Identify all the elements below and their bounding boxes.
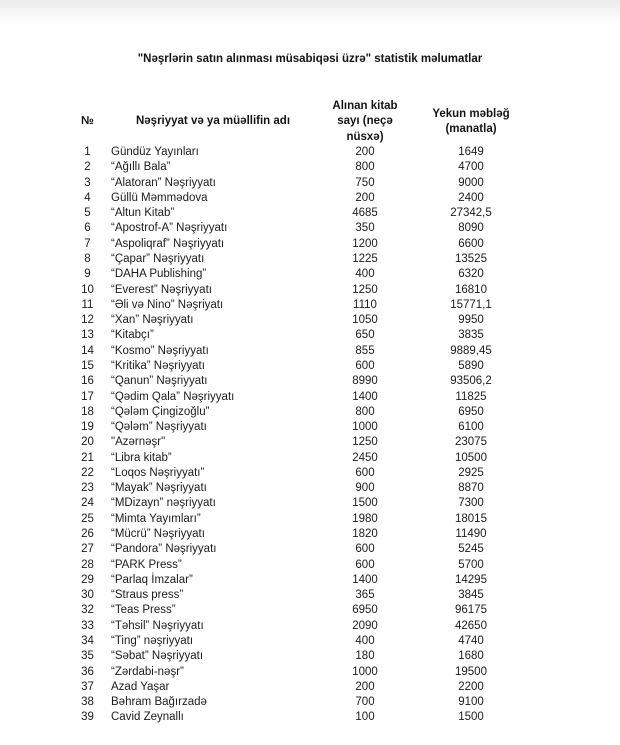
- row-book-count: 600: [355, 359, 375, 372]
- row-book-count: 700: [355, 696, 375, 709]
- row-publisher-name: Bəhram Bağırzadə: [111, 696, 207, 709]
- table-row: [0, 420, 550, 435]
- row-publisher-name: “Teas Press”: [111, 604, 176, 617]
- row-book-count: 1980: [352, 512, 378, 525]
- row-number: 38: [81, 696, 94, 709]
- row-total-amount: 8090: [458, 222, 484, 235]
- row-total-amount: 3845: [458, 589, 484, 602]
- row-total-amount: 23075: [455, 436, 487, 449]
- row-number: 28: [81, 558, 94, 571]
- row-publisher-name: “Mimta Yayımları”: [111, 512, 201, 525]
- column-header-total-amount-label: Yekun məbləğ (manatla): [432, 107, 510, 135]
- row-book-count: 2090: [352, 619, 378, 632]
- row-total-amount: 5245: [458, 543, 484, 556]
- row-book-count: 2450: [352, 451, 378, 464]
- table-row: [0, 298, 550, 313]
- row-number: 20: [81, 436, 94, 449]
- table-row: [0, 558, 550, 573]
- row-number: 13: [81, 329, 94, 342]
- row-book-count: 1000: [352, 665, 378, 678]
- table-row: [0, 359, 550, 374]
- table-row: [0, 328, 550, 343]
- column-header-book-count-label: Alınan kitab sayı (neçə nüsxə): [332, 100, 398, 143]
- row-number: 2: [84, 161, 91, 174]
- row-publisher-name: “Parlaq İmzalar”: [111, 573, 193, 586]
- row-publisher-name: “Ting” nəşriyyatı: [111, 635, 194, 647]
- row-publisher-name: “Təhsil” Nəşriyyatı: [111, 619, 204, 632]
- row-book-count: 1400: [352, 390, 378, 403]
- row-number: 19: [81, 421, 94, 434]
- row-number: 35: [81, 650, 94, 663]
- row-book-count: 200: [355, 680, 375, 693]
- row-total-amount: 4740: [458, 635, 484, 647]
- row-total-amount: 11825: [455, 390, 487, 403]
- row-number: 6: [84, 222, 91, 235]
- row-publisher-name: “Loqos Nəşriyyatı”: [111, 466, 205, 479]
- table-row: [0, 665, 550, 680]
- row-book-count: 600: [355, 466, 375, 479]
- table-row: [0, 695, 550, 710]
- row-number: 25: [81, 512, 94, 525]
- row-total-amount: 16810: [455, 283, 487, 296]
- row-publisher-name: “Straus press”: [111, 589, 184, 602]
- row-publisher-name: “Ağıllı Bala”: [111, 161, 171, 174]
- row-book-count: 600: [355, 558, 375, 571]
- row-total-amount: 13525: [455, 252, 487, 265]
- table-row: [0, 619, 550, 634]
- table-row: [0, 221, 550, 236]
- row-book-count: 1400: [352, 573, 378, 586]
- row-publisher-name: “PARK Press”: [111, 558, 182, 571]
- row-publisher-name: Gündüz Yayınları: [111, 146, 199, 158]
- row-number: 26: [81, 528, 94, 541]
- table-row: [0, 405, 550, 420]
- table-header: [0, 98, 620, 146]
- table-row: [0, 527, 550, 542]
- row-book-count: 200: [355, 146, 375, 158]
- row-total-amount: 4700: [458, 161, 484, 174]
- row-number: 22: [81, 466, 94, 479]
- row-total-amount: 9889,45: [450, 344, 492, 357]
- row-publisher-name: “Qanun” Nəşriyyatı: [111, 375, 208, 388]
- table-row: [0, 191, 550, 206]
- row-book-count: 8990: [352, 375, 378, 388]
- row-number: 17: [81, 390, 94, 403]
- row-number: 9: [84, 268, 91, 281]
- table-row: [0, 176, 550, 191]
- row-number: 34: [81, 635, 94, 647]
- row-publisher-name: “Kritika” Nəşriyyatı: [111, 359, 205, 372]
- row-total-amount: 93506,2: [450, 375, 492, 388]
- table-row: [0, 680, 550, 695]
- row-total-amount: 6100: [458, 421, 484, 434]
- row-publisher-name: “Çapar” Nəşriyyatı: [111, 252, 205, 265]
- row-total-amount: 1680: [458, 650, 484, 663]
- row-total-amount: 14295: [455, 573, 487, 586]
- row-number: 21: [81, 451, 94, 464]
- row-book-count: 180: [355, 650, 375, 663]
- table-row: [0, 634, 550, 649]
- row-book-count: 100: [355, 711, 375, 724]
- row-book-count: 855: [355, 344, 375, 357]
- row-book-count: 900: [355, 482, 375, 495]
- table-row: [0, 313, 550, 328]
- row-book-count: 750: [355, 176, 375, 189]
- row-publisher-name: “Libra kitab”: [111, 451, 172, 464]
- row-book-count: 400: [355, 635, 375, 647]
- row-total-amount: 18015: [455, 512, 487, 525]
- row-book-count: 1500: [352, 497, 378, 510]
- table-row: [0, 237, 550, 252]
- row-number: 1: [84, 146, 91, 158]
- row-total-amount: 3835: [458, 329, 484, 342]
- row-book-count: 1050: [352, 314, 378, 327]
- row-number: 5: [84, 207, 91, 220]
- column-header-number: №: [81, 115, 94, 128]
- row-publisher-name: “Everest” Nəşriyyatı: [111, 283, 212, 296]
- row-total-amount: 2400: [458, 191, 484, 204]
- row-publisher-name: “Xan” Nəşriyyatı: [111, 314, 194, 327]
- row-total-amount: 42650: [455, 619, 487, 632]
- row-total-amount: 15771,1: [450, 298, 492, 311]
- row-book-count: 1110: [353, 298, 377, 311]
- row-publisher-name: “Mayak” Nəşriyyatı: [111, 482, 207, 495]
- row-publisher-name: Azad Yaşar: [111, 680, 170, 693]
- row-book-count: 800: [355, 405, 375, 418]
- table-row: [0, 649, 550, 664]
- row-total-amount: 6320: [458, 268, 484, 281]
- page-title: "Nəşrlərin satın alınması müsabiqəsi üzrə" statistik məlumatlar: [137, 53, 483, 65]
- row-publisher-name: Güllü Məmmədova: [111, 191, 208, 204]
- row-number: 12: [81, 314, 94, 327]
- row-total-amount: 9950: [458, 314, 484, 327]
- row-book-count: 400: [355, 268, 375, 281]
- row-number: 16: [81, 375, 94, 388]
- row-total-amount: 5890: [458, 359, 484, 372]
- row-publisher-name: “Əli və Nino” Nəşriyatı: [111, 298, 224, 311]
- row-book-count: 365: [355, 589, 375, 602]
- row-total-amount: 9000: [458, 176, 484, 189]
- table-row: [0, 481, 550, 496]
- row-publisher-name: “Kitabçı”: [111, 329, 154, 342]
- row-total-amount: 2925: [458, 466, 484, 479]
- table-row: [0, 466, 550, 481]
- table-row: [0, 160, 550, 175]
- row-total-amount: 10500: [455, 451, 487, 464]
- row-book-count: 1000: [352, 421, 378, 434]
- row-publisher-name: “Səbat” Nəşriyyatı: [111, 650, 204, 663]
- table-row: [0, 435, 550, 450]
- row-book-count: 650: [355, 329, 375, 342]
- row-book-count: 1820: [352, 528, 378, 541]
- table-row: [0, 496, 550, 511]
- row-number: 8: [84, 252, 91, 265]
- table-row: [0, 252, 550, 267]
- table-row: [0, 374, 550, 389]
- row-total-amount: 1649: [458, 146, 484, 158]
- row-number: 24: [81, 497, 94, 510]
- row-book-count: 4685: [352, 207, 378, 220]
- row-publisher-name: Cavid Zeynallı: [111, 711, 184, 724]
- table-row: [0, 603, 550, 618]
- row-total-amount: 19500: [455, 665, 487, 678]
- row-number: 15: [81, 359, 94, 372]
- row-book-count: 1250: [352, 436, 378, 449]
- row-total-amount: 96175: [455, 604, 487, 617]
- row-book-count: 800: [355, 161, 375, 174]
- row-publisher-name: “Mücrü” Nəşriyyatı: [111, 528, 205, 541]
- row-number: 33: [81, 619, 94, 632]
- row-book-count: 1250: [352, 283, 378, 296]
- table-row: [0, 344, 550, 359]
- row-number: 39: [81, 711, 94, 724]
- row-publisher-name: “DAHA Publishing”: [111, 268, 207, 281]
- table-row: [0, 451, 550, 466]
- row-total-amount: 6600: [458, 237, 484, 250]
- row-total-amount: 8870: [458, 482, 484, 495]
- row-book-count: 200: [355, 191, 375, 204]
- row-total-amount: 5700: [458, 558, 484, 571]
- row-total-amount: 1500: [458, 711, 484, 724]
- table-row: [0, 573, 550, 588]
- row-book-count: 350: [355, 222, 375, 235]
- row-publisher-name: “Alatoran” Nəşriyyatı: [111, 176, 216, 189]
- table-row: [0, 542, 550, 557]
- row-number: 32: [81, 604, 94, 617]
- row-book-count: 1200: [352, 237, 378, 250]
- table-row: [0, 283, 550, 298]
- row-number: 3: [84, 176, 91, 189]
- row-number: 7: [84, 237, 91, 250]
- row-publisher-name: “Qələm Çingizoğlu”: [111, 405, 210, 418]
- row-publisher-name: “Kosmo” Nəşriyyatı: [111, 344, 209, 357]
- row-publisher-name: “Qədim Qala” Nəşriyyatı: [111, 390, 235, 403]
- row-publisher-name: "Azərnəşr": [111, 436, 166, 449]
- table-body: [0, 145, 550, 726]
- row-total-amount: 2200: [458, 680, 484, 693]
- row-number: 18: [81, 405, 94, 418]
- row-total-amount: 6950: [458, 405, 484, 418]
- row-publisher-name: “Aspoliqraf” Nəşriyyatı: [111, 237, 225, 250]
- row-number: 10: [81, 283, 94, 296]
- row-number: 37: [81, 680, 94, 693]
- row-number: 23: [81, 482, 94, 495]
- row-publisher-name: “Altun Kitab”: [111, 207, 175, 220]
- row-number: 27: [81, 543, 94, 556]
- table-row: [0, 588, 550, 603]
- row-total-amount: 11490: [455, 528, 487, 541]
- table-row: [0, 267, 550, 282]
- row-number: 36: [81, 665, 94, 678]
- row-number: 14: [81, 344, 94, 357]
- row-book-count: 600: [355, 543, 375, 556]
- column-header-book-count: [305, 99, 425, 145]
- row-number: 29: [81, 573, 94, 586]
- row-number: 30: [81, 589, 94, 602]
- table-row: [0, 512, 550, 527]
- table-row: [0, 710, 550, 725]
- column-header-publisher: Nəşriyyat və ya müəllifin adı: [135, 115, 291, 128]
- row-publisher-name: “Apostrof-A” Nəşriyyatı: [111, 222, 228, 235]
- row-number: 4: [84, 191, 91, 204]
- row-total-amount: 9100: [458, 696, 484, 709]
- row-number: 11: [81, 298, 94, 311]
- row-book-count: 6950: [352, 604, 378, 617]
- row-publisher-name: “Pandora” Nəşriyyatı: [111, 543, 217, 556]
- page-top-shadow: [0, 0, 620, 24]
- row-publisher-name: “MDizayn” nəşriyyatı: [111, 497, 216, 510]
- column-header-total-amount: [425, 107, 517, 138]
- table-row: [0, 206, 550, 221]
- row-total-amount: 7300: [458, 497, 484, 510]
- row-book-count: 1225: [352, 252, 378, 265]
- row-publisher-name: “Qələm” Nəşriyyatı: [111, 421, 207, 434]
- row-total-amount: 27342,5: [450, 207, 492, 220]
- table-row: [0, 390, 550, 405]
- row-publisher-name: “Zərdabi-nəşr”: [111, 665, 184, 678]
- table-row: [0, 145, 550, 160]
